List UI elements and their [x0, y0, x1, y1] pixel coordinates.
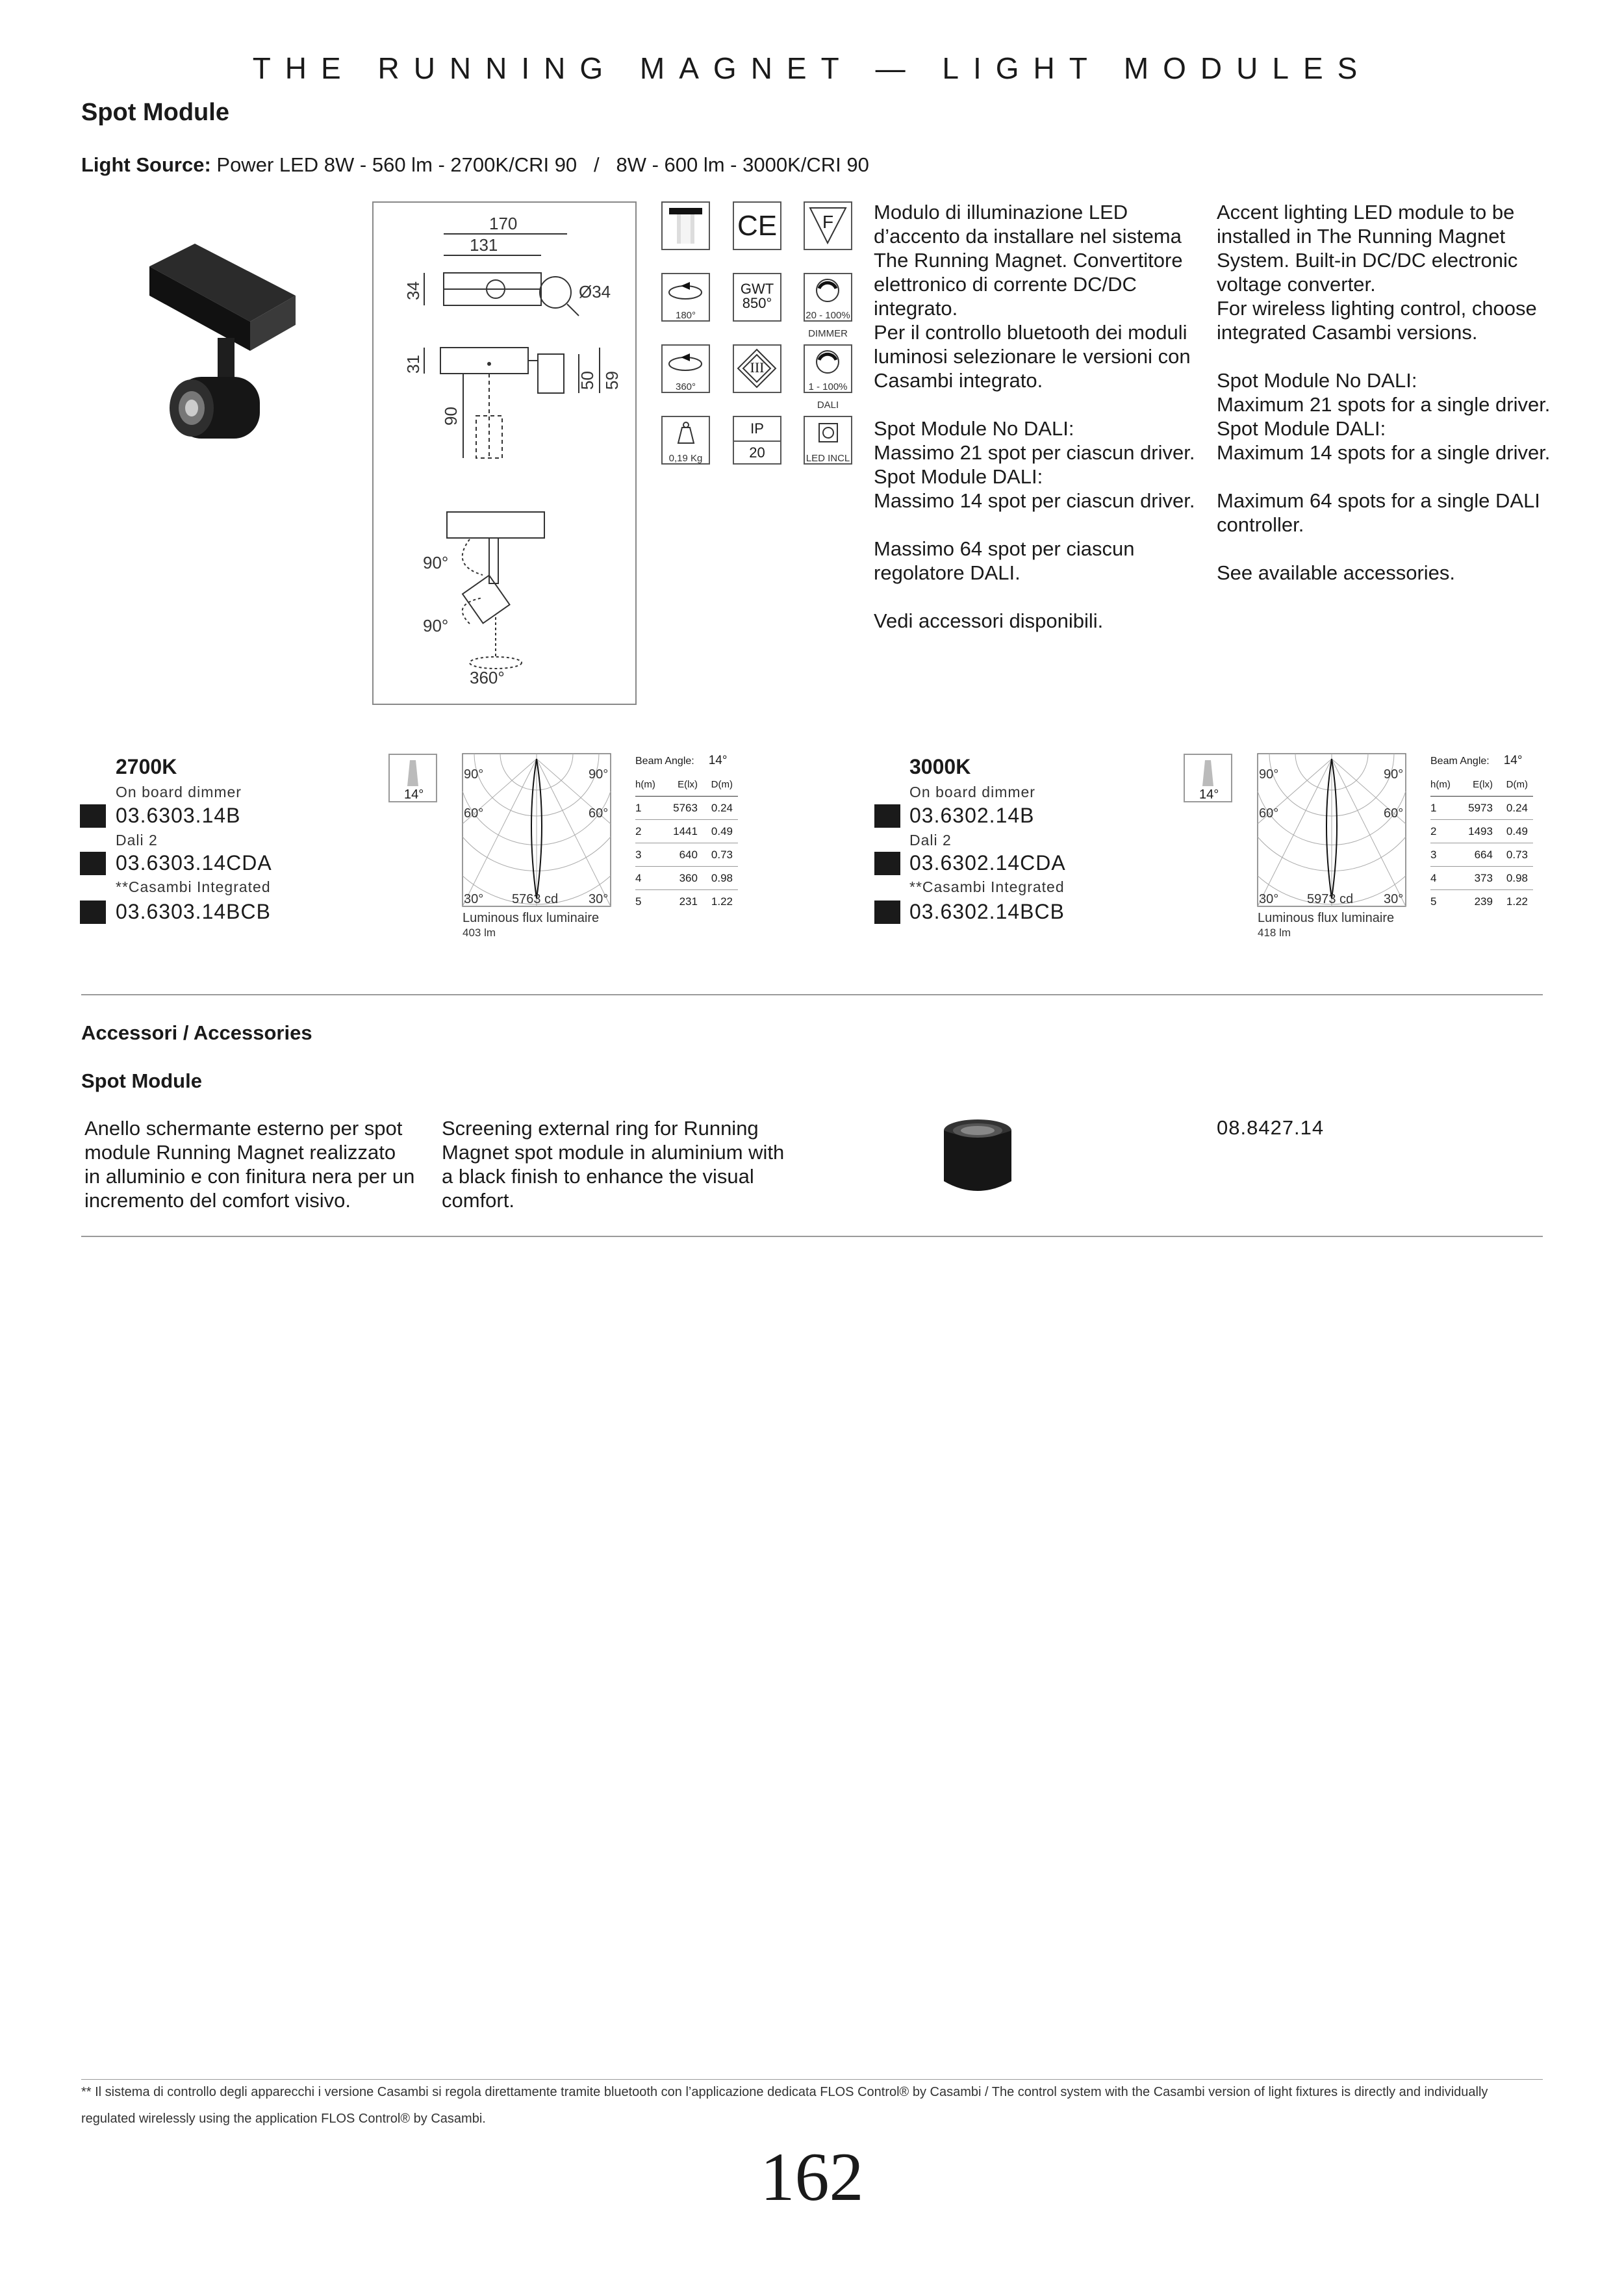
dim-diameter-34: Ø34 [579, 282, 611, 301]
color-swatch-black [874, 804, 900, 828]
table-cell: 0.49 [703, 820, 738, 843]
ce-mark-icon: CE [733, 201, 781, 250]
technical-drawing [372, 201, 637, 705]
beam-angle-value: 14° [708, 754, 728, 767]
table-cell: 5 [635, 895, 642, 908]
dim-90: 90 [441, 407, 461, 426]
table-cell: 1.22 [711, 895, 733, 908]
table-cell: 0.73 [1498, 843, 1533, 867]
variant-label: On board dimmer [116, 784, 242, 800]
product-code: 03.6302.14BCB [909, 900, 1065, 923]
table-cell: 3 [635, 843, 664, 867]
rotation-180-label: 180° [675, 310, 696, 321]
variant-label: On board dimmer [909, 784, 1035, 800]
variant-label: Dali 2 [116, 832, 158, 849]
polar-diagram-2700k [461, 752, 617, 941]
variant-label: **Casambi Integrated [116, 878, 271, 895]
accessory-ring-image [935, 1116, 1020, 1201]
table-cell: 1441 [664, 820, 703, 843]
ip-rating-icon [733, 416, 781, 465]
table-cell: 2 [635, 820, 664, 843]
variant-label: Dali 2 [909, 832, 952, 849]
table-cell: 0.24 [703, 797, 738, 820]
table-cell: 3 [1430, 843, 1459, 867]
beam-angle-label: Beam Angle: [635, 756, 694, 767]
ip-label: IP [734, 417, 780, 442]
table-row [1430, 820, 1533, 843]
product-code: 03.6303.14B [116, 804, 241, 827]
class-3-icon [733, 344, 781, 393]
dim-59: 59 [602, 371, 622, 390]
angle-360: 360° [470, 668, 505, 687]
dim-170: 170 [489, 214, 518, 233]
product-code: 03.6302.14B [909, 804, 1035, 827]
polar-flux-value: 403 lm [463, 926, 496, 939]
table-cell: 5973 [1459, 797, 1498, 820]
table-cell: 1.22 [1506, 895, 1528, 908]
polar-label-tl: 90° [1259, 767, 1279, 782]
product-photo [136, 240, 305, 455]
table-header: D(m) [1498, 773, 1533, 797]
polar-label-br: 30° [589, 892, 609, 906]
color-swatch-black [874, 901, 900, 924]
product-2700k-kelvin: 2700K [116, 755, 177, 778]
polar-peak-cd: 5973 cd [1307, 892, 1354, 906]
table-cell: 4 [635, 867, 664, 890]
polar-label-tl: 90° [464, 767, 484, 782]
polar-label-ml: 60° [1259, 806, 1279, 821]
page-header-title: THE RUNNING MAGNET — LIGHT MODULES [252, 51, 1372, 85]
accessory-description-it: Anello schermante esterno per spot module Running Magnet realizzato in alluminio e con finitura nera per un incremento del comfort visivo. [84, 1117, 415, 1212]
polar-label-tr: 90° [1384, 767, 1404, 782]
table-cell: 1493 [1459, 820, 1498, 843]
table-cell: 5 [1430, 895, 1437, 908]
table-cell: 1 [1430, 797, 1459, 820]
divider [81, 1236, 1543, 1237]
color-swatch-black [80, 852, 106, 875]
angle-90-top: 90° [423, 553, 449, 572]
table-cell: 373 [1459, 867, 1498, 890]
polar-label-mr: 60° [589, 806, 609, 821]
f-mark-letter: F [822, 212, 834, 232]
beam-angle-icon [388, 754, 437, 802]
table-row [635, 843, 738, 867]
ip-value: 20 [749, 444, 765, 461]
polar-flux-value: 418 lm [1258, 926, 1291, 939]
product-code: 03.6303.14BCB [116, 900, 271, 923]
table-row [635, 820, 738, 843]
color-swatch-black [80, 901, 106, 924]
accessories-subtitle: Spot Module [81, 1069, 202, 1092]
illuminance-table-2700k [635, 773, 738, 913]
led-included-icon [804, 416, 852, 465]
divider [81, 994, 1543, 995]
gwt-icon [733, 273, 781, 322]
table-row [1430, 843, 1533, 867]
led-included-label: LED INCL [806, 453, 850, 464]
illuminance-table-3000k [1430, 773, 1533, 913]
polar-diagram-3000k [1256, 752, 1412, 941]
dim-34: 34 [403, 281, 423, 300]
beam-angle-caption [635, 754, 727, 768]
accessories-title: Accessori / Accessories [81, 1021, 312, 1044]
footnote: ** Il sistema di controllo degli apparecchi i versione Casambi si regola direttamente tramite bluetooth con l’applicazione dedicata FLOS Control® by Casambi / The control system with the Casambi version of light fixtures is directly and individually regulated wirelessly using the application FLOS Control® by Casambi. [81, 2085, 1488, 2126]
rotation-180-icon [661, 273, 710, 322]
table-cell: 640 [664, 843, 703, 867]
beam-angle-icon-label: 14° [1199, 787, 1219, 802]
table-cell: 5763 [664, 797, 703, 820]
color-swatch-black [80, 804, 106, 828]
polar-label-br: 30° [1384, 892, 1404, 906]
section-title: Spot Module [81, 99, 229, 126]
accessory-description-en: Screening external ring for Running Magnet spot module in aluminium with a black finish to enhance the visual comfort. [442, 1117, 785, 1212]
accessory-code: 08.8427.14 [1217, 1116, 1325, 1139]
dim-50: 50 [577, 371, 597, 390]
beam-angle-icon-label: 14° [404, 787, 424, 802]
dali-icon [804, 344, 852, 393]
dimmer-range-label: 20 - 100% [806, 310, 850, 321]
light-source-text: Power LED 8W - 560 lm - 2700K/CRI 90 / 8W - 600 lm - 3000K/CRI 90 [210, 153, 869, 176]
table-row [635, 797, 738, 820]
dimmer-icon [804, 273, 852, 322]
dali-range-label: 1 - 100% [808, 381, 848, 392]
product-code: 03.6302.14CDA [909, 851, 1066, 875]
description-en: Accent lighting LED module to be installed in The Running Magnet System. Built-in DC/DC electronic voltage converter. For wireless lighting control, choose integrated Casambi versions. Spot Module No DALI: Maximum 21 spots for a single driver. Spot Module DALI: Maximum 14 spots for a single driver. Maximum 64 spots for a single DALI controller. See available accessories. [1217, 201, 1551, 584]
polar-flux-label: Luminous flux luminaire [1258, 911, 1395, 925]
light-source-label: Light Source: [81, 153, 211, 176]
light-source-line [81, 153, 869, 177]
table-cell: 239 [1474, 895, 1493, 908]
beam-angle-label: Beam Angle: [1430, 756, 1490, 767]
angle-90-bottom: 90° [423, 616, 449, 635]
table-cell: 0.98 [1498, 867, 1533, 890]
description-it: Modulo di illuminazione LED d’accento da installare nel sistema The Running Magnet. Convertitore elettronico di corrente DC/DC integrato. Per il controllo bluetooth dei moduli luminosi selezionare le versioni con Casambi integrato. Spot Module No DALI: Massimo 21 spot per ciascun driver. Spot Module DALI: Massimo 14 spot per ciascun driver. Massimo 64 spot per ciascun regolatore DALI. Vedi accessori disponibili. [874, 201, 1195, 632]
table-header: E(lx) [664, 773, 703, 797]
color-swatch-black [874, 852, 900, 875]
rotation-360-icon [661, 344, 710, 393]
table-row [1430, 867, 1533, 890]
variant-label: **Casambi Integrated [909, 878, 1065, 895]
table-cell: 4 [1430, 867, 1459, 890]
weight-label: 0,19 Kg [668, 453, 703, 464]
page-number: 162 [760, 2139, 864, 2215]
beam-angle-icon [1184, 754, 1232, 802]
table-header: D(m) [703, 773, 738, 797]
polar-label-bl: 30° [1259, 892, 1279, 906]
polar-label-mr: 60° [1384, 806, 1404, 821]
weight-icon [661, 416, 710, 465]
polar-flux-label: Luminous flux luminaire [463, 911, 600, 925]
gwt-value: 850° [742, 295, 772, 311]
table-cell: 2 [1430, 820, 1459, 843]
class-3-label: III [750, 359, 765, 376]
track-type-icon [661, 201, 710, 250]
dim-31: 31 [403, 355, 423, 374]
table-cell: 1 [635, 797, 664, 820]
table-cell: 360 [664, 867, 703, 890]
table-header: h(m) [635, 773, 664, 797]
polar-label-ml: 60° [464, 806, 484, 821]
beam-angle-caption [1430, 754, 1522, 768]
dim-131: 131 [470, 235, 498, 255]
table-cell: 0.98 [703, 867, 738, 890]
gwt-label: GWT [740, 281, 774, 297]
table-cell: 0.24 [1498, 797, 1533, 820]
table-cell: 0.49 [1498, 820, 1533, 843]
dimmer-label: DIMMER [808, 328, 848, 339]
table-row [635, 890, 738, 913]
table-header: h(m) [1430, 773, 1459, 797]
product-3000k-kelvin: 3000K [909, 755, 971, 778]
table-header: E(lx) [1459, 773, 1498, 797]
table-row [1430, 890, 1533, 913]
dali-label: DALI [817, 400, 839, 411]
table-row [1430, 797, 1533, 820]
table-cell: 231 [679, 895, 698, 908]
polar-label-tr: 90° [589, 767, 609, 782]
table-cell: 0.73 [703, 843, 738, 867]
polar-peak-cd: 5763 cd [512, 892, 559, 906]
rotation-360-label: 360° [675, 381, 696, 392]
f-mark-icon [804, 201, 852, 250]
product-code: 03.6303.14CDA [116, 851, 272, 875]
beam-angle-value: 14° [1503, 754, 1523, 767]
table-cell: 664 [1459, 843, 1498, 867]
polar-label-bl: 30° [464, 892, 484, 906]
table-row [635, 867, 738, 890]
